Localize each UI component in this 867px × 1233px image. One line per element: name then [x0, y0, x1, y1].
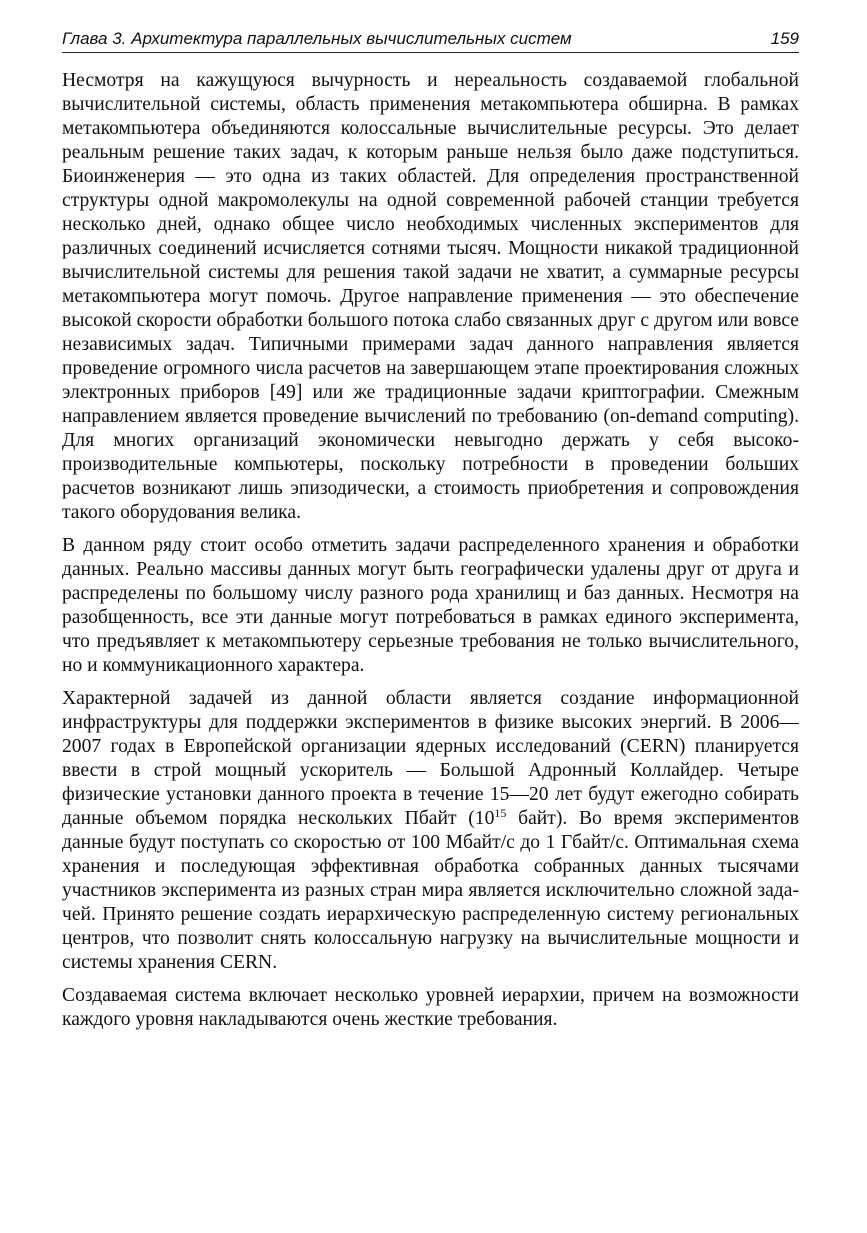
running-header — [62, 28, 799, 53]
superscript-exponent: 15 — [494, 806, 507, 820]
book-page — [62, 28, 799, 1041]
paragraph — [62, 687, 799, 975]
paragraph: Несмотря на кажущуюся вычурность и нереальность создаваемой глобальной вычислительной системы, область применения метакомпьютера обширна. В рамках метакомпьютера объединяются колоссальные вычислительные ресурсы. Это делает реальным решение таких задач, к которым раньше нельзя было даже подступиться. Биоинженерия — это одна из таких областей. Для определения пространственной структуры одной макромолекулы на одной современной рабочей станции требуется несколько дней, однако общее число необходимых численных экспериментов для различных соединений исчисляется сотнями тысяч. Мощности никакой традиционной вычислительной системы для решения такой задачи не хватит, а суммарные ресурсы метакомпьютера могут помочь. Другое направление применения — это обеспечение высокой скорости обработки большого потока слабо связанных друг с другом или вовсе независимых задач. Типичными примерами задач данного направления является проведение огромного числа расчетов на завершающем этапе проектирования сложных электронных приборов [49] или же традиционные задачи криптографии. Смежным направлением является проведение вычислений по требованию (on-demand computing). Для многих организаций экономически невыгодно держать у себя высокопроизводительные компьютеры, поскольку потребности в проведении больших расчетов возникают лишь эпизодически, а стоимость приобретения и сопровождения такого оборудования велика. — [62, 70, 799, 523]
paragraph: Создаваемая система включает несколько уровней иерархии, причем на возможности каждого уровня накладываются очень жесткие требования. — [62, 985, 799, 1030]
paragraph: В данном ряду стоит особо отметить задачи распределенного хранения и обработки данных. Реально массивы данных могут быть географически удалены друг от друга и распределены по большому числу разного рода хранилищ и баз данных. Несмотря на разобщенность, все эти данные могут потребоваться в рамках единого эксперимента, что предъявляет к метакомпьютеру серьезные требования не только вычислительного, но и коммуникационного характера. — [62, 535, 799, 676]
chapter-title: Глава 3. Архитектура параллельных вычислительных систем — [62, 29, 572, 48]
paragraph-text: Характерной задачей из данной области является создание информационной инфраструктуры для поддержки экспериментов в физике высоких энергий. В 2006—2007 годах в Европейской организации ядерных исследований (CERN) планируется ввести в строй мощный ускоритель — Большой Адронный Коллайдер. Четыре физические установки данного проекта в течение 15—20 лет будут ежегодно собирать данные объемом порядка нескольких Пбайт (10 — [62, 688, 799, 829]
body-text — [62, 69, 799, 1032]
page-number: 159 — [770, 29, 799, 48]
paragraph-text: байт). Во время экспериментов данные будут поступать со скоростью от 100 Мбайт/с до 1 Гбайт/с. Оптимальная схема хранения и последующая эффективная обработка собранных данных тысячами участников эксперимента из разных стран мира является исключительно сложной задачей. Принято решение создать иерархическую распределенную систему региональных центров, что позволит снять колоссальную нагрузку на вычислительные мощности и системы хранения CERN. — [62, 808, 800, 973]
